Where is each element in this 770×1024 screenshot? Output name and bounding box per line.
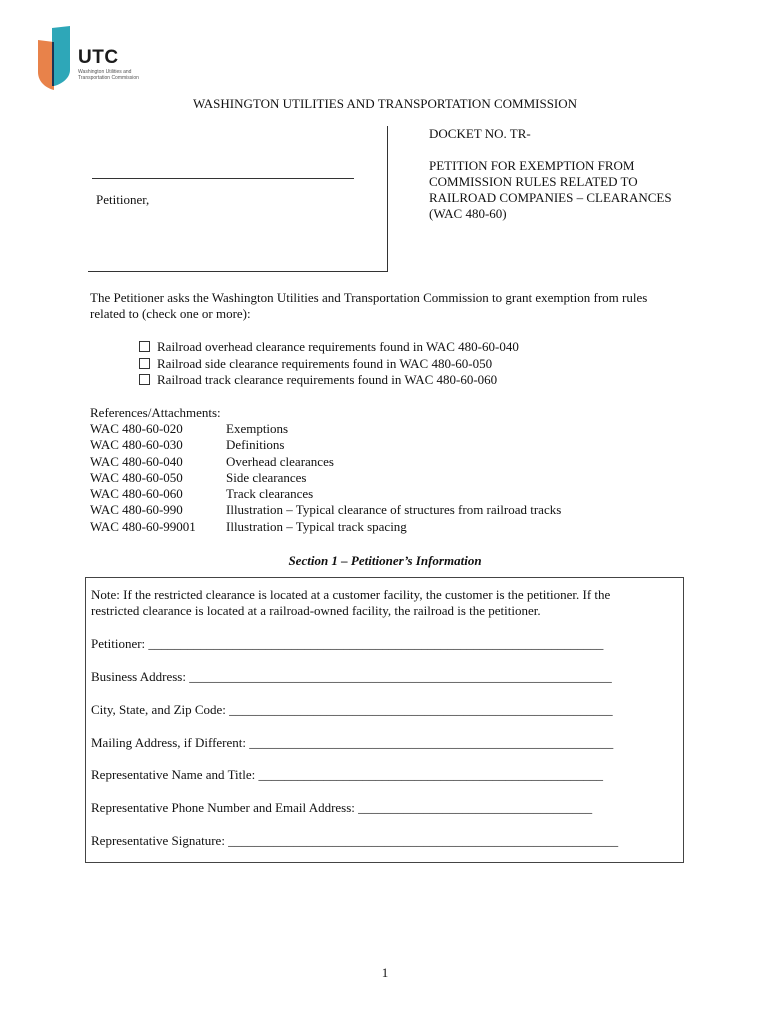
references-label: References/Attachments: xyxy=(90,405,221,420)
table-row xyxy=(90,437,561,453)
reference-description: Side clearances xyxy=(226,469,307,485)
utc-logo xyxy=(34,26,144,94)
section-1-heading: Section 1 – Petitioner’s Information xyxy=(288,553,482,568)
table-row xyxy=(90,470,561,486)
city-state-zip-field[interactable]: City, State, and Zip Code: ___________________________________________________________ xyxy=(91,702,613,717)
reference-code: WAC 480-60-050 xyxy=(90,469,183,485)
petitioner-label: Petitioner, xyxy=(96,192,150,207)
reference-code: WAC 480-60-020 xyxy=(90,421,183,436)
reference-description: Overhead clearances xyxy=(226,453,334,469)
representative-contact-field[interactable]: Representative Phone Number and Email Address: ____________________________________ xyxy=(91,800,593,815)
checkbox-icon[interactable] xyxy=(139,358,150,369)
table-row xyxy=(90,454,561,470)
representative-signature-field[interactable]: Representative Signature: ____________________________________________________________ xyxy=(91,833,619,848)
petitioner-name-line xyxy=(92,178,354,179)
reference-description: Track clearances xyxy=(226,486,314,502)
docket-number-label: DOCKET NO. TR- xyxy=(429,126,531,141)
checkbox-label: Railroad overhead clearance requirements found in WAC 480-60-040 xyxy=(157,339,519,354)
logo-orange-shape xyxy=(38,40,54,90)
reference-code: WAC 480-60-99001 xyxy=(90,518,196,534)
representative-name-field[interactable]: Representative Name and Title: _____________________________________________________ xyxy=(91,767,604,782)
business-address-field[interactable]: Business Address: _________________________________________________________________ xyxy=(91,669,612,684)
table-row xyxy=(90,421,561,437)
petitioner-info-box xyxy=(85,577,684,863)
checkbox-item-overhead[interactable] xyxy=(139,339,519,356)
logo-wordmark: UTC xyxy=(78,47,119,68)
reference-code: WAC 480-60-030 xyxy=(90,437,183,453)
commission-title: WASHINGTON UTILITIES AND TRANSPORTATION COMMISSION xyxy=(192,96,578,111)
reference-description: Definitions xyxy=(226,437,285,453)
checkbox-item-track[interactable] xyxy=(139,372,519,389)
petitioner-note: Note: If the restricted clearance is located at a customer facility, the customer is the petitioner. If the restricted clearance is located at a railroad-owned facility, the railroad is the petitioner. xyxy=(91,587,611,618)
caption-bottom-border xyxy=(88,271,388,272)
reference-description: Illustration – Typical track spacing xyxy=(226,518,407,534)
reference-code: WAC 480-60-060 xyxy=(90,486,183,502)
petition-title: PETITION FOR EXEMPTION FROM COMMISSION RULES RELATED TO RAILROAD COMPANIES – CLEARANCES (WAC 480-60) xyxy=(429,158,672,221)
checkbox-icon[interactable] xyxy=(139,341,150,352)
table-row xyxy=(90,502,561,518)
logo-subname: Washington Utilities and Transportation Commission xyxy=(78,69,139,81)
checkbox-label: Railroad track clearance requirements found in WAC 480-60-060 xyxy=(157,372,498,387)
logo-teal-shape xyxy=(52,26,70,86)
reference-description: Exemptions xyxy=(226,421,289,436)
reference-description: Illustration – Typical clearance of structures from railroad tracks xyxy=(226,502,562,518)
logo-navy-shape xyxy=(52,42,54,86)
reference-code: WAC 480-60-040 xyxy=(90,453,183,469)
checkbox-label: Railroad side clearance requirements found in WAC 480-60-050 xyxy=(157,355,493,371)
checkbox-icon[interactable] xyxy=(139,374,150,385)
checkbox-item-side[interactable] xyxy=(139,356,519,373)
petitioner-field[interactable]: Petitioner: ______________________________________________________________________ xyxy=(91,636,604,651)
table-row xyxy=(90,486,561,502)
page-number: 1 xyxy=(381,965,389,980)
mailing-address-field[interactable]: Mailing Address, if Different: ________________________________________________________ xyxy=(91,735,614,750)
table-row xyxy=(90,519,561,535)
exemption-checkbox-list xyxy=(139,339,519,389)
utc-logo-mark xyxy=(34,26,74,94)
intro-paragraph: The Petitioner asks the Washington Utilities and Transportation Commission to grant exemption from rules related to (check one or more): xyxy=(90,290,648,321)
caption-right-border xyxy=(387,126,388,272)
references-table xyxy=(90,421,561,535)
reference-code: WAC 480-60-990 xyxy=(90,502,183,518)
